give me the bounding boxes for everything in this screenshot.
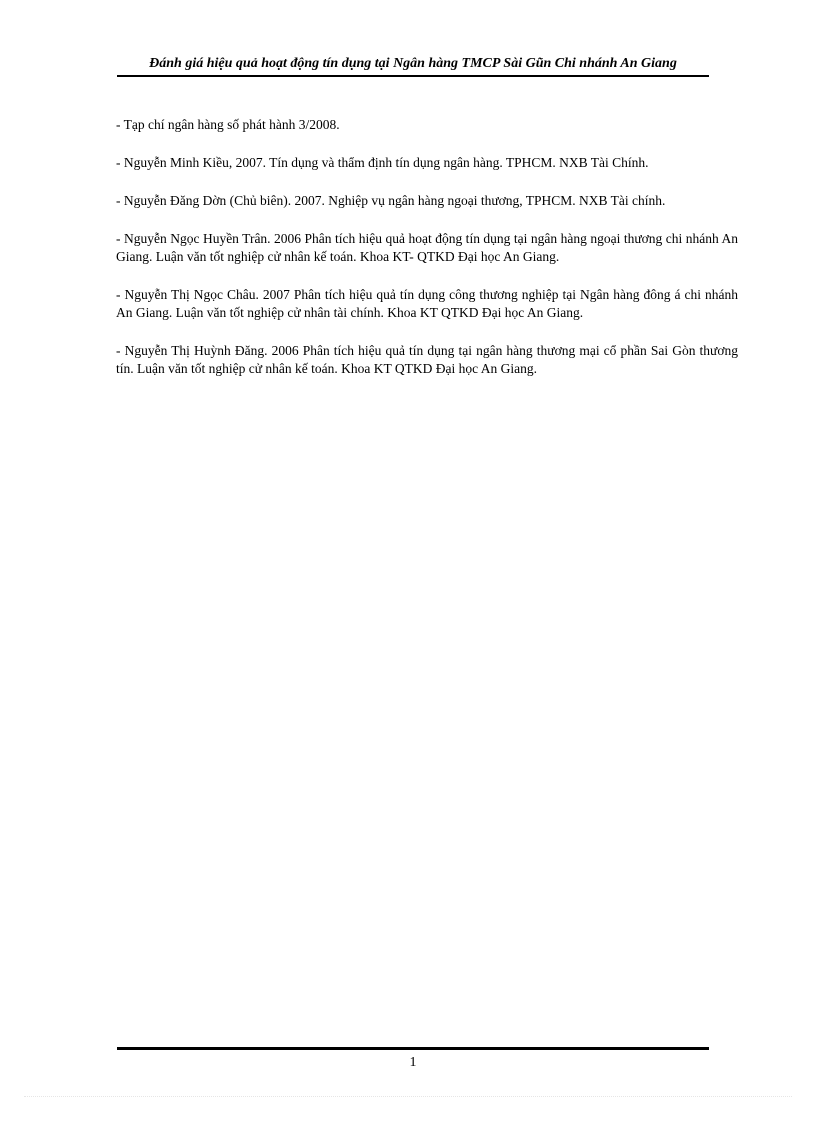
reference-item: - Nguyễn Minh Kiều, 2007. Tín dụng và thẩm định tín dụng ngân hàng. TPHCM. NXB Tài Chính. (116, 155, 649, 170)
header-title: Đánh giá hiệu quả hoạt động tín dụng tại Ngân hàng TMCP Sài Gũn Chi nhánh An Giang (149, 56, 677, 71)
page-number: 1 (409, 1055, 417, 1070)
reference-item: - Nguyễn Ngọc Huyền Trân. 2006 Phân tích hiệu quả hoạt động tín dụng tại ngân hàng ngoại thương chi nhánh An Giang. Luận văn tốt nghiệp cử nhân kế toán. Khoa KT- QTKD Đại học An Giang. (116, 231, 738, 264)
footer-rule (117, 1047, 709, 1050)
page-edge-divider (24, 1096, 792, 1097)
references-list (116, 116, 738, 398)
reference-item: - Tạp chí ngân hàng số phát hành 3/2008. (116, 117, 340, 132)
reference-item: - Nguyễn Thị Huỳnh Đăng. 2006 Phân tích hiệu quả tín dụng tại ngân hàng thương mại cổ phần Sai Gòn thương tín. Luận văn tốt nghiệp cử nhân kế toán. Khoa KT QTKD Đại học An Giang. (116, 343, 738, 376)
page-header (117, 55, 709, 77)
reference-item: - Nguyễn Đăng Dờn (Chủ biên). 2007. Nghiệp vụ ngân hàng ngoại thương, TPHCM. NXB Tài chính. (116, 193, 666, 208)
header-rule (117, 75, 709, 77)
reference-item: - Nguyễn Thị Ngọc Châu. 2007 Phân tích hiệu quả tín dụng công thương nghiệp tại Ngân hàng đông á chi nhánh An Giang. Luận văn tốt nghiệp cử nhân tài chính. Khoa KT QTKD Đại học An Giang. (116, 287, 738, 320)
page-footer (117, 1047, 709, 1072)
